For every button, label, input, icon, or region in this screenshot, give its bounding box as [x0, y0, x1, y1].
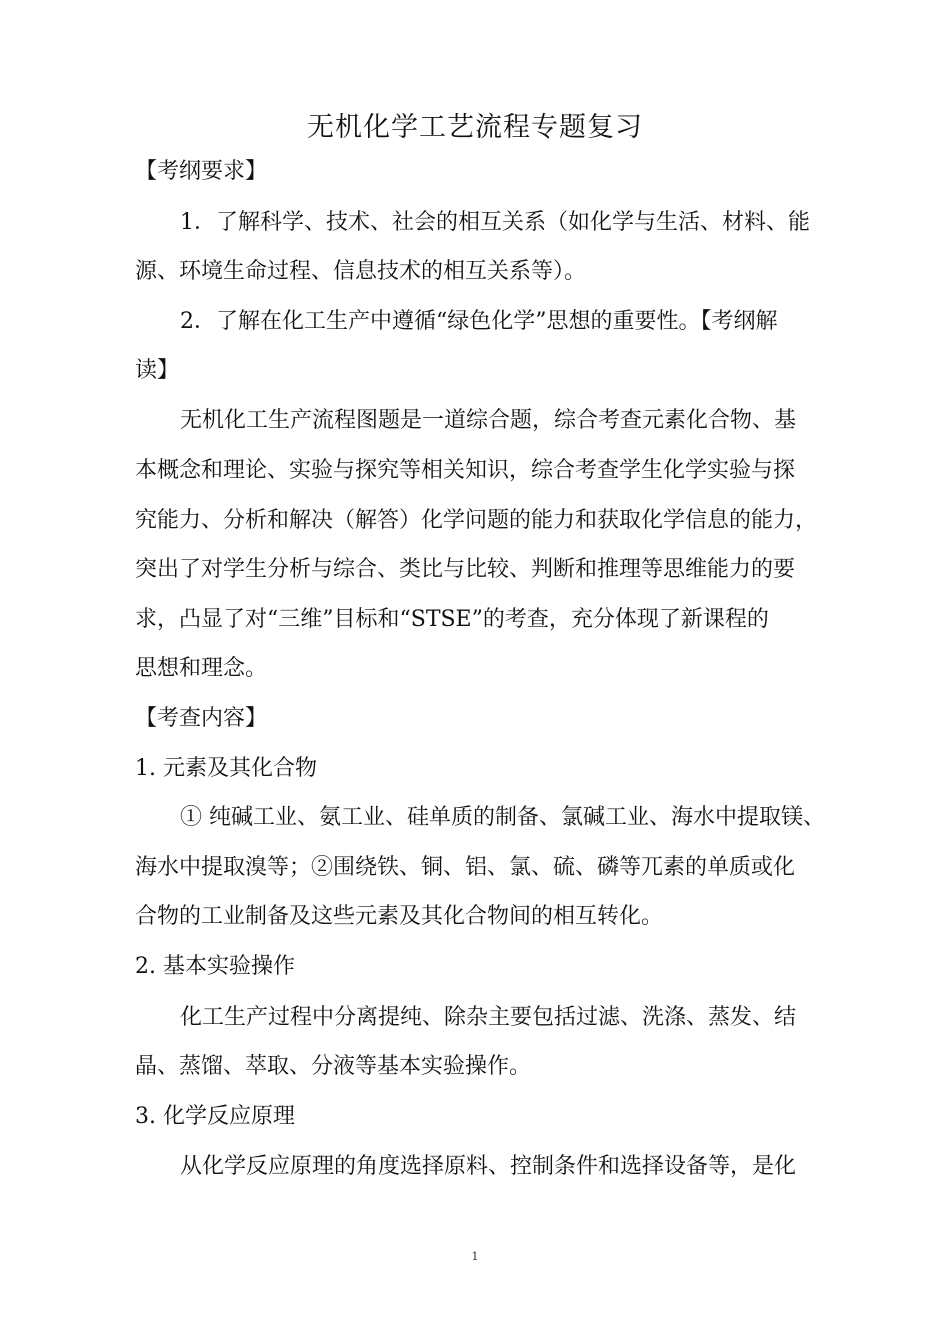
list-heading: 1. 元素及其化合物 [135, 756, 317, 781]
section-heading-content: 【考查内容】 [135, 706, 268, 731]
list-heading: 3. 化学反应原理 [135, 1104, 295, 1129]
text-line: 海水中提取溴等；②围绕铁、铜、铝、氯、硫、磷等兀素的单质或化 [135, 855, 796, 880]
text-line: 合物的工业制备及这些元素及其化合物间的相互转化。 [135, 904, 664, 929]
text-line: ① 纯碱工业、氨工业、硅单质的制备、氯碱工业、海水中提取镁、 [180, 805, 825, 830]
list-heading: 2. 基本实验操作 [135, 954, 295, 979]
text-line: 读】 [135, 358, 180, 383]
section-heading-syllabus: 【考纲要求】 [135, 159, 268, 184]
page-number: 1 [471, 1250, 479, 1263]
text-line: 究能力、分析和解决（解答）化学问题的能力和获取化学信息的能力， [135, 508, 818, 533]
text-line: 晶、蒸馏、萃取、分液等基本实验操作。 [135, 1054, 532, 1079]
text-line: 源、环境生命过程、信息技术的相互关系等）。 [135, 259, 587, 284]
text-line: 从化学反应原理的角度选择原料、控制条件和选择设备等，是化 [180, 1154, 797, 1179]
text-line: 化工生产过程中分离提纯、除杂主要包括过滤、洗涤、蒸发、结 [180, 1005, 797, 1030]
text-line: 求，凸显了对“三维”目标和“STSE”的考查，充分体现了新课程的 [135, 607, 769, 632]
text-line: 突出了对学生分析与综合、类比与比较、判断和推理等思维能力的要 [135, 557, 796, 582]
text-line: 思想和理念。 [135, 656, 268, 681]
text-line: 2．了解在化工生产中遵循“绿色化学”思想的重要性。【考纲解 [180, 309, 778, 334]
text-line: 无机化工生产流程图题是一道综合题，综合考查元素化合物、基 [180, 408, 797, 433]
document-title: 无机化学工艺流程专题复习 [307, 112, 643, 143]
text-line: 1．了解科学、技术、社会的相互关系（如化学与生活、材料、能 [180, 210, 810, 235]
text-line: 本概念和理论、实验与探究等相关知识，综合考查学生化学实验与探 [135, 458, 796, 483]
